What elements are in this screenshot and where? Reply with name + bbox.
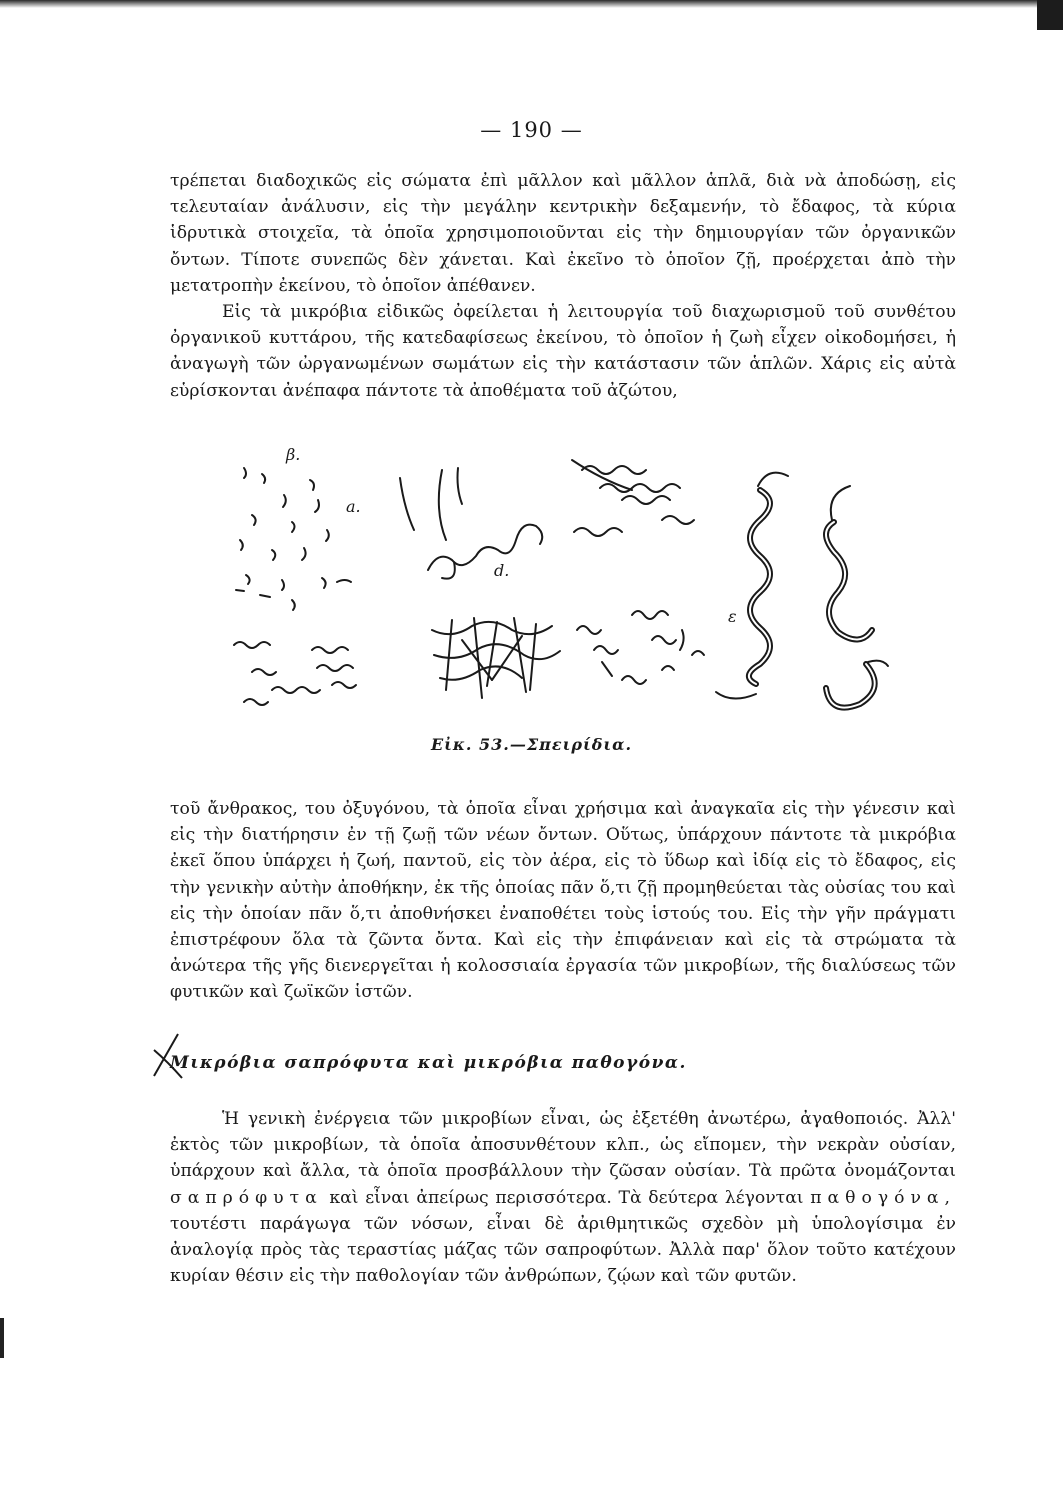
figure-label-b: β. [286,445,301,464]
figure-label-a: a. [346,497,361,516]
paragraph-text: τουτέστι παράγωγα τῶν νόσων, εἶναι δὲ ἀριθμητικῶς σχεδὸν μὴ ὑπολογίσιμα ἐν ἀναλογίᾳ πρὸς τὰς τεραστίας μάζας τῶν σαπροφύτων. Ἀλλὰ παρ' ὅλον τοῦτο κατέχουν κυρίαν θέσιν εἰς τὴν παθολογίαν τῶν ἀνθρώπων, ζῴων καὶ τῶν φυτῶν. [170,1213,956,1287]
spirilla-illustration [222,440,922,740]
middle-paragraph [170,796,956,1006]
paragraph-text: Ἡ γενικὴ ἐνέργεια τῶν μικροβίων εἶναι, ὡς ἐξετέθη ἀνωτέρω, ἀγαθοποιός. Ἀλλ' ἐκτὸς τῶν μικροβίων, τὰ ὁποῖα ἀποσυνθέτουν κλπ., ὡς εἴπομεν, τὴν νεκρὰν οὐσίαν, ὑπάρχουν καὶ ἄλλα, τὰ ὁποῖα προσβάλλουν τὴν ζῶσαν οὐσίαν. Τὰ πρῶτα ὀνομάζονται [170,1109,956,1182]
panel-scattered-spirals [577,611,704,684]
figure-caption: Εἰκ. 53.—Σπειρίδια. [430,735,633,754]
paragraph-text: καὶ εἶναι ἀπείρως περισσότερα. Τὰ δεύτερα λέγονται [329,1187,804,1208]
top-paragraphs [170,168,956,404]
paragraph: Εἰς τὰ μικρόβια εἰδικῶς ὀφείλεται ἡ λειτουργία τοῦ διαχωρισμοῦ τοῦ συνθέτου ὀργανικοῦ κυττάρου, τῆς κατεδαφίσεως ἐκείνου, τὸ ὁποῖον ἡ ζωὴ εἶχεν οἰκοδομήσει, ἡ ἀναγωγὴ τῶν ὠργανωμένων σωμάτων εἰς τὴν κατάστασιν τῶν ἁπλῶν. Χάρις εἰς αὐτὰ εὑρίσκονται ἀνέπαφα πάντοτε τὰ ἀποθέματα τοῦ ἀζώτου, [170,302,956,401]
term-saprophyta: σαπρόφυτα [170,1187,323,1208]
panel-long-rods [400,468,542,579]
term-pathogona: παθογόνα, [810,1187,957,1208]
figure-label-e: ε [728,607,737,626]
paragraph: τρέπεται διαδοχικῶς εἰς σώματα ἐπὶ μᾶλλον καὶ μᾶλλον ἁπλᾶ, διὰ νὰ ἀποδώσῃ, εἰς τελευταίαν ἀνάλυσιν, εἰς τὴν μεγάλην κεντρικὴν δεξαμενήν, τὸ ἔδαφος, τὰ κύρια ἱδρυτικὰ στοιχεῖα, τὰ ὁποῖα χρησιμοποιοῦνται εἰς τὴν δημιουργίαν τῶν ὀργανικῶν ὄντων. Τίποτε συνεπῶς δὲν χάνεται. Καὶ ἐκεῖνο τὸ ὁποῖον ζῇ, προέρχεται ἀπὸ τὴν μετατροπὴν ἐκείνου, τὸ ὁποῖον ἀπέθανεν. [170,171,956,296]
figure-label-d: d. [494,561,510,580]
page-edge-shadow [0,0,1063,8]
paragraph: τοῦ ἄνθρακος, του ὀξυγόνου, τὰ ὁποῖα εἶναι χρήσιμα καὶ ἀναγκαῖα εἰς τὴν γένεσιν καὶ εἰς τὴν διατήρησιν ἐν τῇ ζωῇ τῶν νέων ὄντων. Οὕτως, ὑπάρχουν πάντοτε τὰ μικρόβια ἐκεῖ ὅπου ὑπάρχει ἡ ζωή, παντοῦ, εἰς τὸν ἀέρα, εἰς τὸ ὕδωρ καὶ ἰδίᾳ εἰς τὸ ἔδαφος, εἰς τὴν γενικὴν αὐτὴν ἀποθήκην, ἐκ τῆς ὁποίας πᾶν ὅ,τι ζῇ προμηθεύεται τὰς οὐσίας του καὶ εἰς τὴν ὁποίαν πᾶν ὅ,τι ἀποθνήσκει ἐναποθέτει τοὺς ἱστούς του. Εἰς τὴν γῆν πράγματι ἐπιστρέφουν ὅλα τὰ ζῶντα ὄντα. Καὶ εἰς τὴν ἐπιφάνειαν καὶ εἰς τὰ στρώματα τὰ ἀνώτερα τῆς γῆς διενεργεῖται ἡ κολοσσιαία ἐργασία τῶν μικροβίων, τῆς διαλύσεως τῶν φυτικῶν καὶ ζωϊκῶν ἱστῶν. [170,799,956,1003]
panel-small-vibrios [236,468,351,610]
spirilla-figure [222,440,922,740]
page-edge-mark [0,1318,4,1358]
panel-tangled-rods [432,618,560,698]
page-corner-shadow [1037,0,1063,30]
panel-wavy-filaments [572,460,694,536]
paragraph [170,1106,956,1289]
section-heading: Μικρόβια σαπρόφυτα καὶ μικρόβια παθογόνα. [170,1053,687,1073]
panel-short-spirilla [234,642,356,705]
panel-large-spirilla [716,473,888,708]
page-number: — 190 — [480,118,583,142]
bottom-paragraph [170,1106,956,1289]
